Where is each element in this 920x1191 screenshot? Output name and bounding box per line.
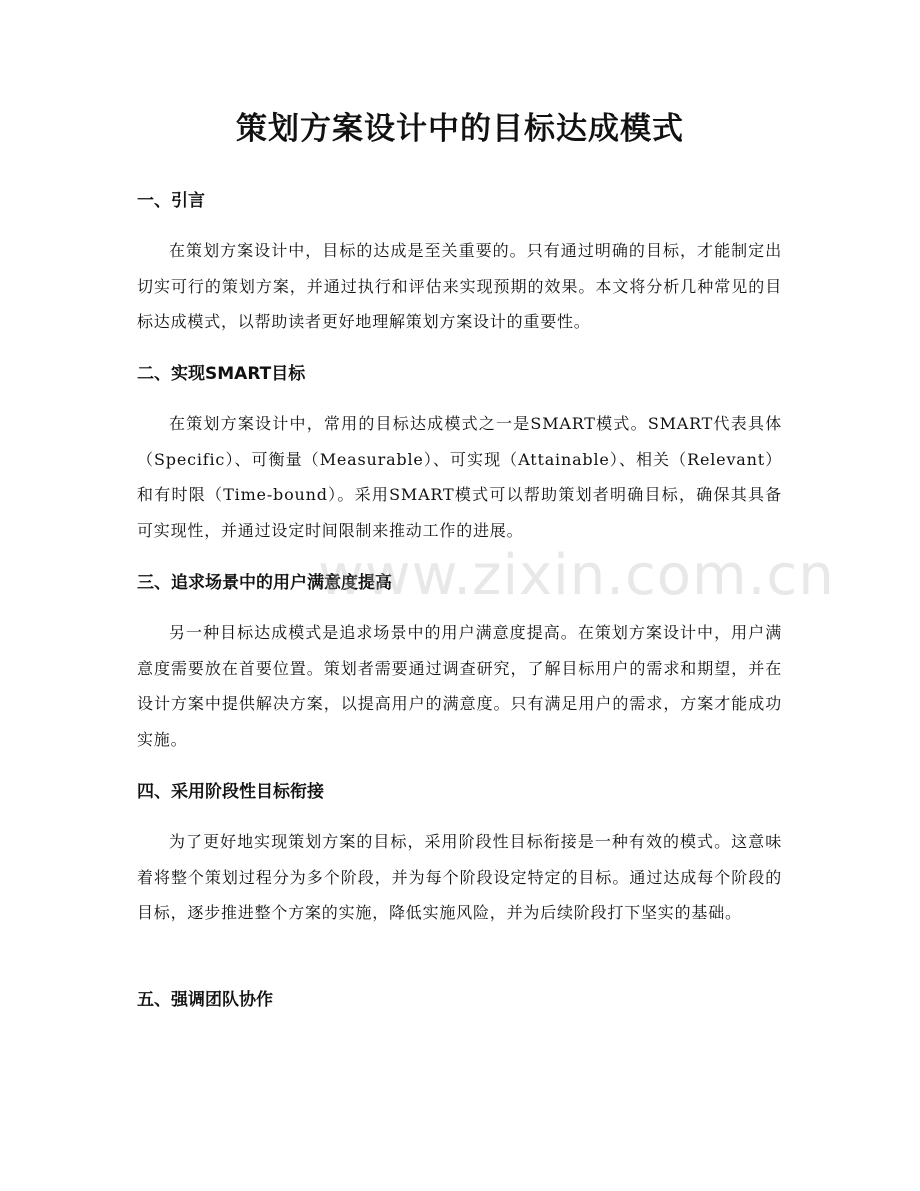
section-heading: 五、强调团队协作 [137, 990, 273, 1010]
section-paragraph: 在策划方案设计中，目标的达成是至关重要的。只有通过明确的目标，才能制定出切实可行的策划方案，并通过执行和评估来实现预期的效果。本文将分析几种常见的目标达成模式，以帮助读者更好地理解策划方案设计的重要性。 [137, 241, 782, 331]
section-paragraph: 为了更好地实现策划方案的目标，采用阶段性目标衔接是一种有效的模式。这意味着将整个策划过程分为多个阶段，并为每个阶段设定特定的目标。通过达成每个阶段的目标，逐步推进整个方案的实施，降低实施风险，并为后续阶段打下坚实的基础。 [137, 832, 782, 922]
section-phased-goals [137, 777, 782, 931]
section-paragraph: 另一种目标达成模式是追求场景中的用户满意度提高。在策划方案设计中，用户满意度需要放在首要位置。策划者需要通过调查研究，了解目标用户的需求和期望，并在设计方案中提供解决方案，以提高用户的满意度。只有满足用户的需求，方案才能成功实施。 [137, 623, 782, 749]
section-heading: 一、引言 [137, 191, 205, 211]
section-heading: 四、采用阶段性目标衔接 [137, 782, 324, 802]
section-user-satisfaction [137, 568, 782, 757]
section-paragraph: 在策划方案设计中，常用的目标达成模式之一是SMART模式。SMART代表具体（Specific）、可衡量（Measurable）、可实现（Attainable）、相关（Relevant）和有时限（Time-bound）。采用SMART模式可以帮助策划者明确目标，确保其具备可实现性，并通过设定时间限制来推动工作的进展。 [137, 414, 782, 540]
section-heading: 二、实现SMART目标 [137, 364, 306, 384]
section-smart-goals [137, 359, 782, 548]
watermark: www.zixin.com.cn [318, 543, 835, 608]
section-heading: 三、追求场景中的用户满意度提高 [137, 573, 392, 593]
section-introduction [137, 186, 782, 340]
section-teamwork [137, 985, 782, 1015]
document-title: 策划方案设计中的目标达成模式 [236, 111, 684, 147]
